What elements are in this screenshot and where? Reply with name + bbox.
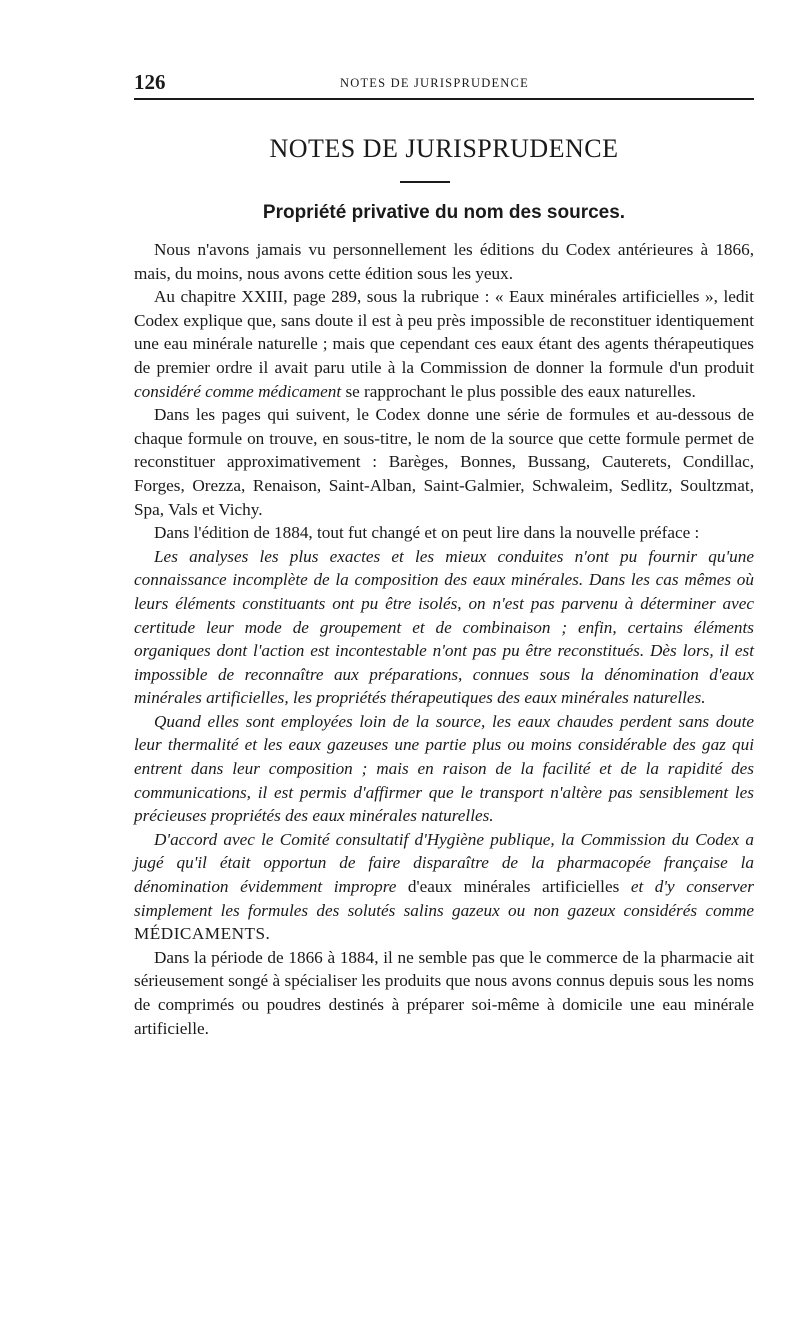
article-title: NOTES DE JURISPRUDENCE: [269, 134, 619, 163]
preface-quote-1: Les analyses les plus exactes et les mieux conduites n'ont pu fournir qu'une connaissance incomplète de la composition des eaux minérales. Dans les cas mêmes où leurs éléments constituants ont pu être isolés, on n'est pas parvenu à déterminer avec certitude leur mode de groupement et de combinaison ; enfin, certains éléments organiques dont l'action est incontestable n'ont pas pu être reconstitués. Dès lors, il est impossible de reconnaître aux préparations, connues sous la dénomination d'eaux minérales artificielles, les propriétés thérapeutiques des eaux minérales naturelles.: [134, 546, 754, 708]
page-number: 126: [134, 70, 166, 94]
title-divider: [400, 181, 450, 183]
paragraph-2: [134, 285, 754, 403]
paragraph-2-text-a: Au chapitre XXIII, page 289, sous la rubrique : « Eaux minérales artificielles », ledit Codex explique que, sans doute il est à peu près impossible de reconstituer identiquement une eau minérale naturelle ; mais que cependant ces eaux étant des agents thérapeutiques de premier ordre il avait paru utile à la Commission de donner la formule d'un produit: [134, 287, 754, 377]
preface-quote-3-text-b: et d'y conserver simplement les formules des solutés salins gazeux ou non gazeux considérés comme: [134, 877, 754, 920]
running-header: [134, 68, 754, 100]
preface-quote-3-roman: d'eaux minérales artificielles: [396, 877, 631, 897]
running-title: NOTES DE JURISPRUDENCE: [340, 76, 529, 90]
paragraph-2-emphasis: considéré comme médicament: [134, 381, 342, 401]
preface-quote-2: Quand elles sont employées loin de la source, les eaux chaudes perdent sans doute leur thermalité et les eaux gazeuses une partie plus ou moins considérable des gaz qui entrent dans leur composition ; mais en raison de la facilité et de la rapidité des communications, il est permis d'affirmer que le transport n'altère pas sensiblement les précieuses propriétés des eaux minérales naturelles.: [134, 711, 754, 826]
paragraph-4: Dans l'édition de 1884, tout fut changé et on peut lire dans la nouvelle préface :: [154, 523, 700, 543]
paragraph-8: Dans la période de 1866 à 1884, il ne semble pas que le commerce de la pharmacie ait sérieusement songé à spécialiser les produits que nous avons connus depuis sous les noms de comprimés ou poudres destinés à préparer soi-même à domicile une eau minérale artificielle.: [134, 947, 754, 1038]
preface-quote-3: [134, 828, 754, 946]
article-subtitle: Propriété privative du nom des sources.: [262, 202, 626, 223]
paragraph-3: Dans les pages qui suivent, le Codex donne une série de formules et au-dessous de chaque formule on trouve, en sous-titre, le nom de la source que cette formule permet de reconstituer approximativement : Barèges, Bonnes, Bussang, Cauterets, Condillac, Forges, Orezza, Renaison, Saint-Alban, Saint-Galmier, Schwaleim, Sedlitz, Soultzmat, Spa, Vals et Vichy.: [134, 405, 754, 519]
preface-quote-3-text-a: D'accord avec le Comité consultatif d'Hygiène publique, la Commission du Codex a jugé qu'il était opportun de faire disparaître de la pharmacopée française la dénomination évidemment impropre: [134, 829, 754, 897]
preface-quote-3-caps: MÉDICAMENTS.: [134, 924, 271, 944]
paragraph-1: Nous n'avons jamais vu personnellement les éditions du Codex antérieures à 1866, mais, du moins, nous avons cette édition sous les yeux.: [134, 240, 754, 283]
article-body: [134, 238, 754, 1040]
paragraph-2-text-b: se rapprochant le plus possible des eaux naturelles.: [341, 381, 696, 401]
